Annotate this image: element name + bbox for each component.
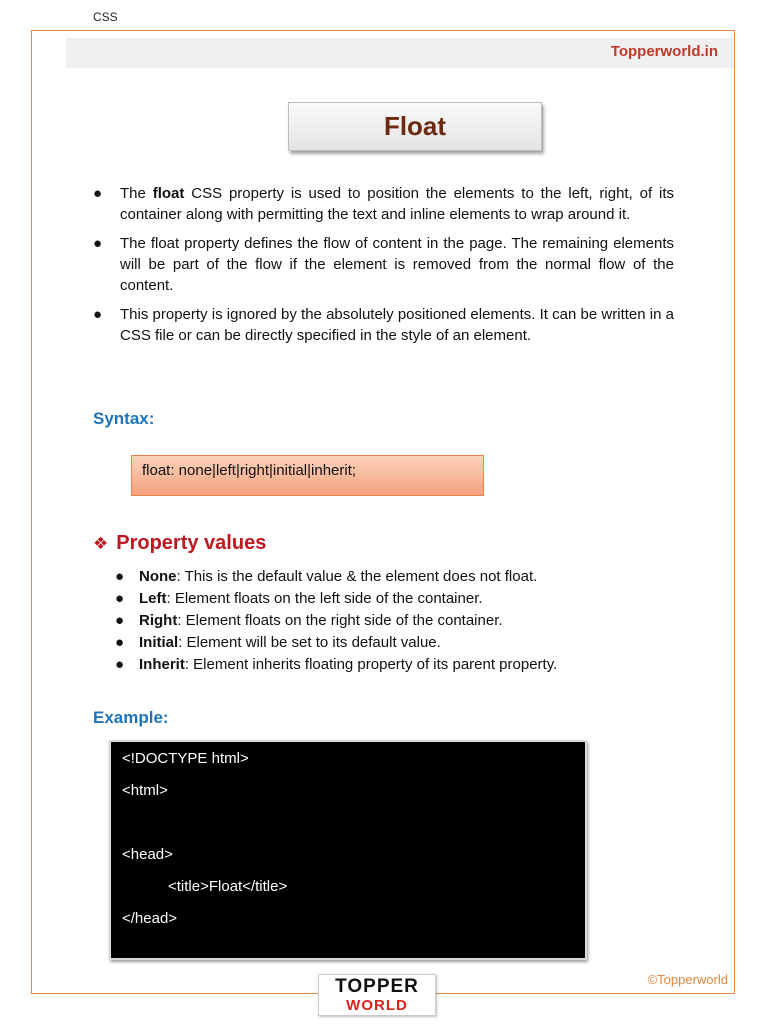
intro-bullet [93, 233, 674, 296]
property-term: Right [139, 612, 178, 629]
copyright-text: ©Topperworld [647, 972, 728, 987]
bullet-icon: ● [115, 656, 125, 673]
intro-bullet [93, 183, 674, 225]
code-line [122, 813, 574, 845]
example-heading: Example: [93, 708, 169, 727]
code-line: <head> [122, 846, 173, 863]
code-line: <!DOCTYPE html> [122, 750, 249, 767]
example-code-block [109, 740, 587, 960]
bullet-icon: ● [115, 590, 125, 607]
logo-text-bottom: WORLD [346, 997, 408, 1014]
document-header-label: CSS [93, 10, 118, 24]
property-value-item [115, 610, 557, 632]
bullet-text: CSS property is used to position the elements to the left, right, of its container along with permitting the text and inline elements to wrap around it. [120, 185, 675, 223]
property-desc: : This is the default value & the element does not float. [176, 568, 538, 585]
bullet-icon: ● [115, 612, 125, 629]
bullet-text: The [120, 185, 153, 202]
bullet-icon: ● [93, 235, 103, 252]
property-value-item [115, 566, 557, 588]
page-title: Float [383, 111, 447, 141]
bullet-text: This property is ignored by the absolutely positioned elements. It can be written in a CSS file or can be directly specified in the style of an element. [120, 306, 674, 344]
property-desc: : Element will be set to its default value. [178, 634, 441, 651]
property-value-item [115, 632, 557, 654]
property-values-title: Property values [116, 532, 267, 554]
bullet-icon: ● [115, 634, 125, 651]
bullet-icon: ● [115, 568, 125, 585]
site-header-bar [66, 38, 734, 68]
bullet-icon: ● [93, 306, 103, 323]
property-value-item [115, 654, 557, 676]
property-desc: : Element floats on the right side of the container. [177, 612, 503, 629]
topperworld-logo [318, 974, 436, 1016]
bullet-icon: ● [93, 185, 103, 202]
bullet-text: The float property defines the flow of content in the page. The remaining elements will be part of the flow if the element is removed from the normal flow of the content. [120, 235, 674, 294]
property-term: Left [139, 590, 167, 607]
logo-text-top: TOPPER [335, 976, 419, 997]
property-values-heading [93, 532, 266, 555]
page-title-box [288, 102, 542, 151]
site-name: Topperworld.in [610, 43, 718, 60]
code-line: <title>Float</title> [168, 878, 288, 895]
property-term: None [139, 568, 177, 585]
property-term: Inherit [139, 656, 185, 673]
property-value-item [115, 588, 557, 610]
code-line: </head> [122, 910, 178, 927]
property-values-list [115, 566, 557, 676]
intro-bullet [93, 304, 674, 346]
bullet-keyword: float [152, 185, 185, 202]
syntax-heading: Syntax: [93, 409, 155, 428]
syntax-code-box: float: none|left|right|initial|inherit; [131, 455, 484, 496]
property-term: Initial [139, 634, 179, 651]
diamond-bullet-icon: ❖ [93, 533, 109, 553]
property-desc: : Element floats on the left side of the container. [166, 590, 483, 607]
property-desc: : Element inherits floating property of its parent property. [184, 656, 558, 673]
code-line: <html> [122, 782, 168, 799]
intro-bullet-list [93, 183, 674, 354]
